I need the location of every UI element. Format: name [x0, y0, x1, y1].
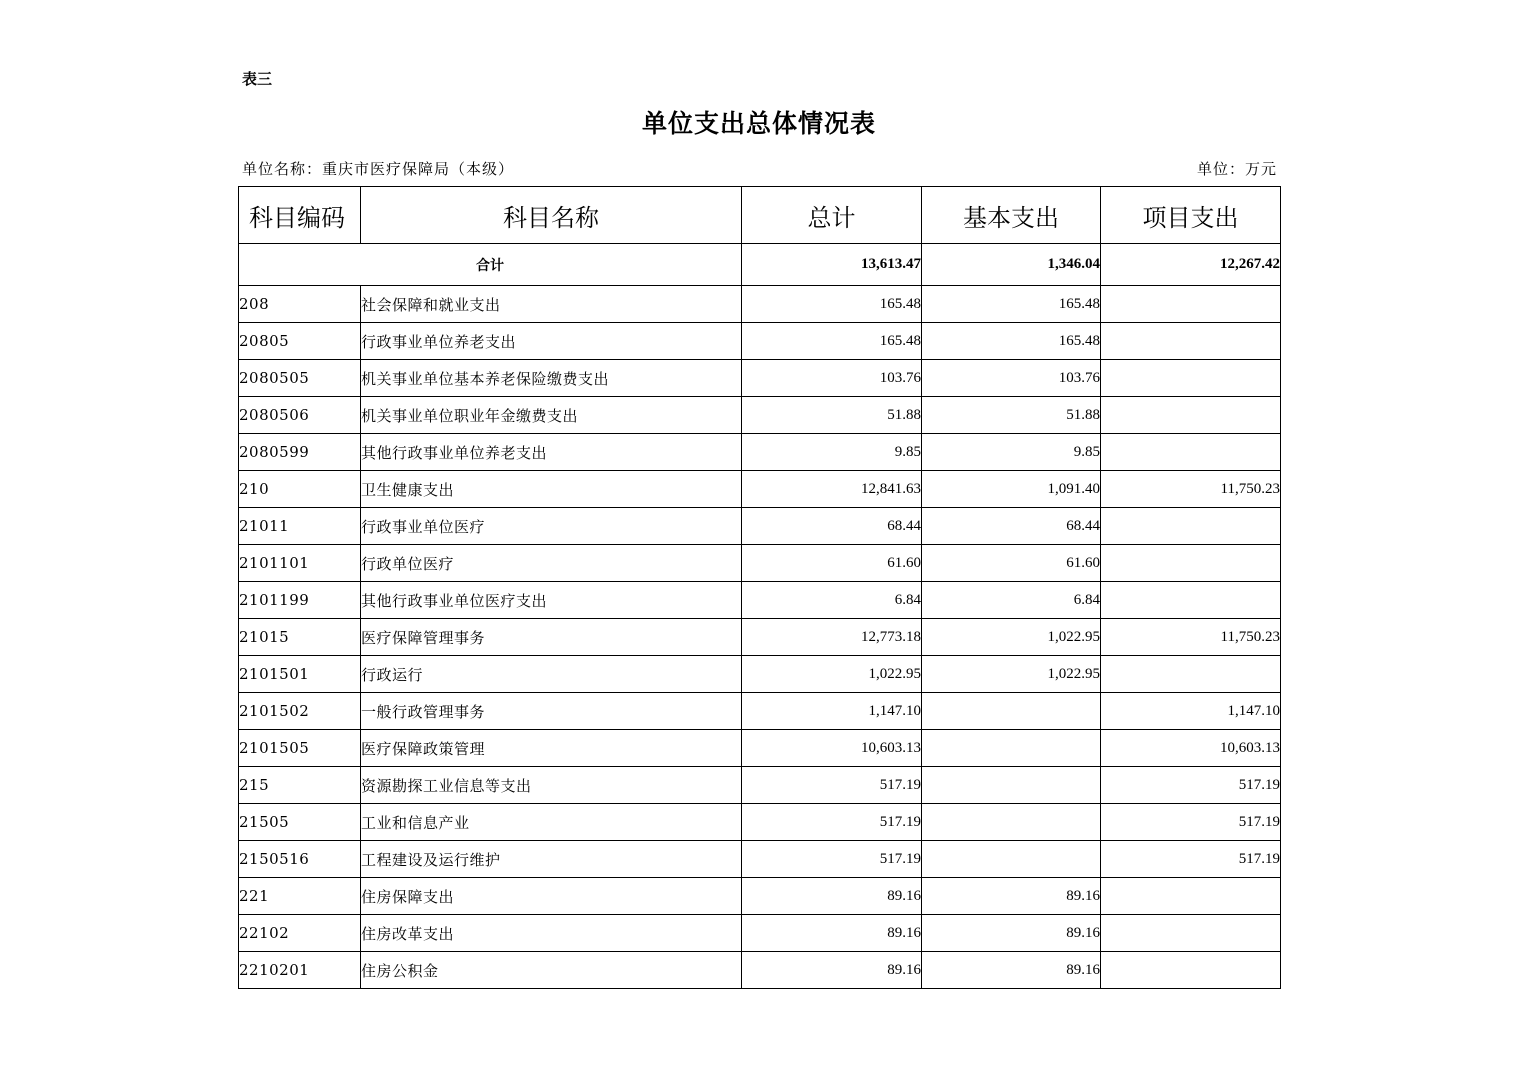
- page-title: 单位支出总体情况表: [641, 109, 876, 138]
- row-total: 89.16: [742, 952, 922, 989]
- row-project: 517.19: [1101, 804, 1281, 841]
- row-code: 21015: [239, 619, 361, 656]
- row-code: 210: [239, 471, 361, 508]
- row-basic: [922, 804, 1101, 841]
- row-name: 一般行政管理事务: [361, 693, 742, 730]
- table-row: [239, 915, 1281, 952]
- table-row: [239, 693, 1281, 730]
- row-total: 12,841.63: [742, 471, 922, 508]
- row-basic: 89.16: [922, 952, 1101, 989]
- row-name: 住房公积金: [361, 952, 742, 989]
- row-basic: 61.60: [922, 545, 1101, 582]
- total-project-value: 12,267.42: [1101, 244, 1281, 286]
- row-code: 2080506: [239, 397, 361, 434]
- header-project: 项目支出: [1101, 187, 1281, 244]
- row-project: [1101, 545, 1281, 582]
- row-total: 68.44: [742, 508, 922, 545]
- row-code: 221: [239, 878, 361, 915]
- table-row: [239, 397, 1281, 434]
- row-basic: 68.44: [922, 508, 1101, 545]
- row-name: 其他行政事业单位养老支出: [361, 434, 742, 471]
- row-code: 215: [239, 767, 361, 804]
- row-basic: 1,091.40: [922, 471, 1101, 508]
- row-name: 住房改革支出: [361, 915, 742, 952]
- row-name: 行政单位医疗: [361, 545, 742, 582]
- total-basic-value: 1,346.04: [922, 244, 1101, 286]
- row-basic: 103.76: [922, 360, 1101, 397]
- row-basic: 1,022.95: [922, 619, 1101, 656]
- row-project: [1101, 656, 1281, 693]
- row-project: [1101, 508, 1281, 545]
- row-name: 住房保障支出: [361, 878, 742, 915]
- row-project: 517.19: [1101, 841, 1281, 878]
- row-basic: 165.48: [922, 286, 1101, 323]
- row-project: 517.19: [1101, 767, 1281, 804]
- table-row: [239, 471, 1281, 508]
- table-row: [239, 804, 1281, 841]
- row-total: 89.16: [742, 878, 922, 915]
- row-name: 卫生健康支出: [361, 471, 742, 508]
- row-name: 资源勘探工业信息等支出: [361, 767, 742, 804]
- table-row: [239, 545, 1281, 582]
- row-project: [1101, 915, 1281, 952]
- unit-of-measure: 单位：万元: [1196, 160, 1277, 178]
- header-basic: 基本支出: [922, 187, 1101, 244]
- row-name: 工程建设及运行维护: [361, 841, 742, 878]
- row-project: [1101, 397, 1281, 434]
- table-row: [239, 323, 1281, 360]
- row-name: 行政运行: [361, 656, 742, 693]
- row-code: 22102: [239, 915, 361, 952]
- table-row: [239, 286, 1281, 323]
- row-basic: 89.16: [922, 915, 1101, 952]
- unit-name: 单位名称：重庆市医疗保障局（本级）: [242, 160, 515, 178]
- total-value: 13,613.47: [742, 244, 922, 286]
- total-label: 合计: [239, 244, 742, 286]
- row-project: [1101, 582, 1281, 619]
- header-code: 科目编码: [239, 187, 361, 244]
- row-name: 其他行政事业单位医疗支出: [361, 582, 742, 619]
- row-project: [1101, 286, 1281, 323]
- table-row: [239, 952, 1281, 989]
- row-basic: [922, 767, 1101, 804]
- expenditure-table: [238, 186, 1281, 989]
- row-total: 1,147.10: [742, 693, 922, 730]
- table-row: [239, 767, 1281, 804]
- row-basic: 9.85: [922, 434, 1101, 471]
- row-code: 21011: [239, 508, 361, 545]
- row-total: 517.19: [742, 767, 922, 804]
- row-total: 517.19: [742, 804, 922, 841]
- row-project: 10,603.13: [1101, 730, 1281, 767]
- row-total: 165.48: [742, 286, 922, 323]
- row-total: 51.88: [742, 397, 922, 434]
- row-project: 11,750.23: [1101, 619, 1281, 656]
- row-code: 2080599: [239, 434, 361, 471]
- row-basic: [922, 730, 1101, 767]
- row-code: 2150516: [239, 841, 361, 878]
- row-code: 2101101: [239, 545, 361, 582]
- table-row: [239, 508, 1281, 545]
- row-code: 2101505: [239, 730, 361, 767]
- row-basic: [922, 841, 1101, 878]
- row-code: 21505: [239, 804, 361, 841]
- row-code: 2210201: [239, 952, 361, 989]
- row-project: [1101, 952, 1281, 989]
- table-row: [239, 878, 1281, 915]
- total-row: [239, 244, 1281, 286]
- header-total: 总计: [742, 187, 922, 244]
- row-basic: 89.16: [922, 878, 1101, 915]
- row-code: 2101502: [239, 693, 361, 730]
- table-row: [239, 434, 1281, 471]
- row-total: 103.76: [742, 360, 922, 397]
- row-project: [1101, 434, 1281, 471]
- row-code: 2101501: [239, 656, 361, 693]
- row-basic: 1,022.95: [922, 656, 1101, 693]
- row-code: 2101199: [239, 582, 361, 619]
- header-name: 科目名称: [361, 187, 742, 244]
- row-total: 165.48: [742, 323, 922, 360]
- row-project: [1101, 878, 1281, 915]
- row-name: 机关事业单位职业年金缴费支出: [361, 397, 742, 434]
- row-basic: 51.88: [922, 397, 1101, 434]
- row-code: 208: [239, 286, 361, 323]
- row-basic: [922, 693, 1101, 730]
- row-total: 10,603.13: [742, 730, 922, 767]
- row-name: 医疗保障政策管理: [361, 730, 742, 767]
- row-name: 机关事业单位基本养老保险缴费支出: [361, 360, 742, 397]
- row-total: 89.16: [742, 915, 922, 952]
- row-total: 61.60: [742, 545, 922, 582]
- table-row: [239, 582, 1281, 619]
- table-row: [239, 841, 1281, 878]
- table-row: [239, 360, 1281, 397]
- row-basic: 165.48: [922, 323, 1101, 360]
- row-total: 9.85: [742, 434, 922, 471]
- row-total: 517.19: [742, 841, 922, 878]
- table-row: [239, 656, 1281, 693]
- row-total: 1,022.95: [742, 656, 922, 693]
- row-total: 6.84: [742, 582, 922, 619]
- row-name: 社会保障和就业支出: [361, 286, 742, 323]
- row-project: [1101, 360, 1281, 397]
- row-project: 11,750.23: [1101, 471, 1281, 508]
- row-project: [1101, 323, 1281, 360]
- row-name: 医疗保障管理事务: [361, 619, 742, 656]
- row-name: 工业和信息产业: [361, 804, 742, 841]
- row-name: 行政事业单位养老支出: [361, 323, 742, 360]
- row-basic: 6.84: [922, 582, 1101, 619]
- table-row: [239, 730, 1281, 767]
- document-label: 表三: [242, 70, 273, 88]
- row-code: 20805: [239, 323, 361, 360]
- table-header-row: [239, 187, 1281, 244]
- row-code: 2080505: [239, 360, 361, 397]
- row-project: 1,147.10: [1101, 693, 1281, 730]
- row-total: 12,773.18: [742, 619, 922, 656]
- table-row: [239, 619, 1281, 656]
- row-name: 行政事业单位医疗: [361, 508, 742, 545]
